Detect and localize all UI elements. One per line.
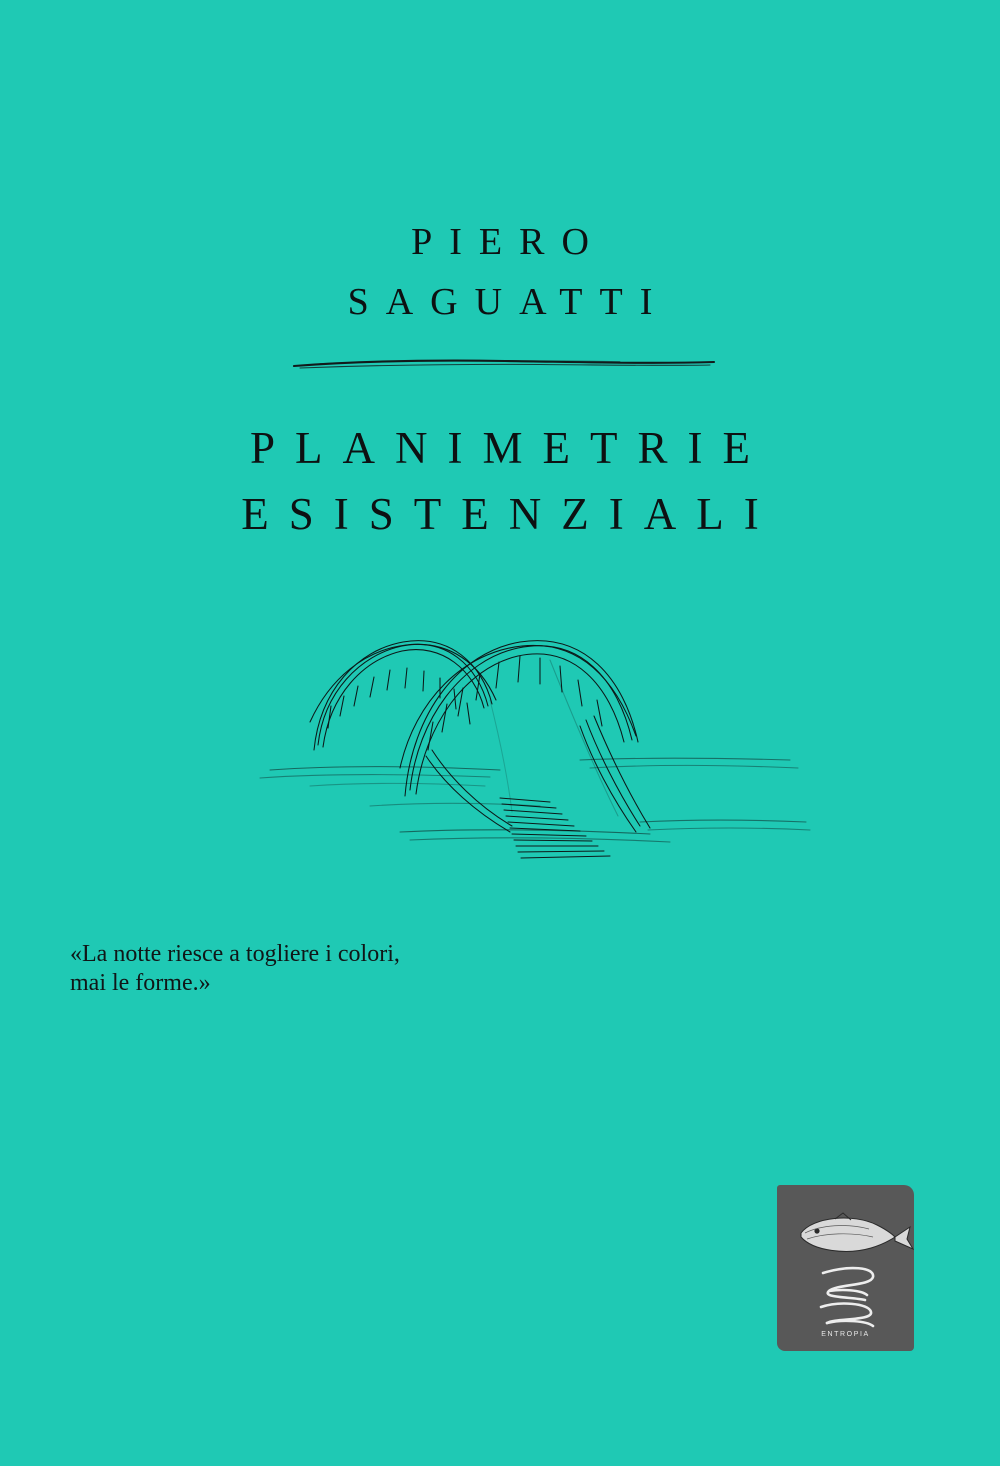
publisher-logo: [777, 1185, 914, 1351]
title-line-1: PLANIMETRIE: [250, 423, 770, 473]
author-line-2: SAGUATTI: [347, 281, 670, 323]
author-line-1: PIERO: [411, 221, 606, 263]
cover-quote: [70, 940, 490, 998]
sketched-bridge-illustration: [250, 600, 830, 890]
quote-line-2: mai le forme.»: [70, 970, 211, 996]
quote-line-1: «La notte riesce a togliere i colori,: [70, 941, 400, 967]
fish-and-e-icon: [777, 1185, 914, 1351]
bridge-icon: [250, 600, 830, 890]
divider-rule: [290, 352, 720, 378]
page-title: [0, 415, 1000, 547]
title-line-2: ESISTENZIALI: [241, 489, 779, 539]
author-name: [0, 212, 1000, 332]
publisher-name: ENTROPIA: [821, 1331, 870, 1338]
divider-icon: [290, 352, 720, 378]
